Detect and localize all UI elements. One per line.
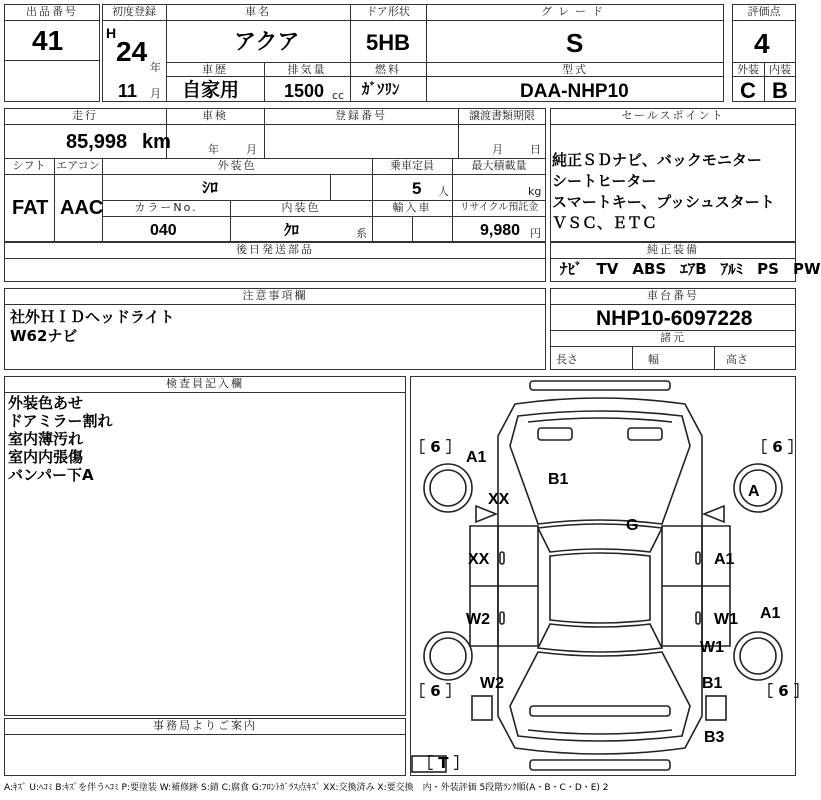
note-line: W62ナビ xyxy=(10,327,78,345)
capacity: 5 xyxy=(412,179,422,198)
damage-mark: G xyxy=(626,517,639,534)
details-box xyxy=(4,108,546,242)
equipment-list xyxy=(560,262,821,277)
color-no: 040 xyxy=(150,222,177,239)
first-reg-label: 初度登録 xyxy=(112,5,156,18)
damage-mark: W2 xyxy=(480,675,504,692)
door-type: 5HB xyxy=(366,30,411,55)
tire-rear-left: ［ 6 ］ xyxy=(410,682,461,700)
inspector-list xyxy=(8,394,113,484)
equipment-item: ﾅﾋﾞ xyxy=(560,260,583,278)
notes-list xyxy=(10,308,175,346)
equipment-label: 純正装備 xyxy=(647,243,699,256)
model: DAA-NHP10 xyxy=(520,81,629,102)
sales-point: スマートキー、プッシュスタート xyxy=(552,193,775,211)
damage-mark: B3 xyxy=(704,729,725,746)
score-label: 評価点 xyxy=(747,5,781,18)
inspector-line: 外装色あせ xyxy=(8,394,84,412)
sales-points-list xyxy=(552,150,775,234)
later-parts-label: 後日発送部品 xyxy=(236,243,314,256)
fuel: ｶﾞｿﾘﾝ xyxy=(362,80,400,98)
equipment-item: ｱﾙﾐ xyxy=(720,260,744,278)
int-color-label: 内装色 xyxy=(281,201,321,214)
car-outline xyxy=(410,376,796,776)
damage-mark: W2 xyxy=(466,611,490,628)
reg-no-label: 登録番号 xyxy=(335,109,387,122)
lot-no: 41 xyxy=(32,25,64,56)
mileage-unit: km xyxy=(142,131,171,153)
damage-mark: A xyxy=(748,483,760,500)
recycle-fee: 9,980 xyxy=(480,222,521,239)
damage-mark: A1 xyxy=(760,605,781,622)
inspector-line: バンパー下A xyxy=(8,466,94,484)
equipment-item: PS xyxy=(757,260,779,278)
equipment-item: PW xyxy=(792,260,821,278)
shift-label: シフト xyxy=(12,159,46,172)
note-line: 社外ＨＩＤヘッドライト xyxy=(10,308,175,326)
inspection-month-unit: 月 xyxy=(246,143,257,156)
displacement-label: 排気量 xyxy=(287,63,327,76)
equipment-item: ｴｱB xyxy=(680,260,707,278)
ac-label: エアコン xyxy=(56,159,100,172)
damage-mark: XX xyxy=(468,551,490,568)
inspector-label: 検査員記入欄 xyxy=(166,377,244,390)
interior-grade: B xyxy=(772,78,788,103)
mileage: 85,998 xyxy=(66,131,128,153)
transfer-day-unit: 日 xyxy=(530,143,541,156)
grade-label: グレード xyxy=(541,5,609,18)
year-unit: 年 xyxy=(150,61,161,74)
tire-front-right: ［ 6 ］ xyxy=(752,438,803,456)
damage-mark: XX xyxy=(488,491,510,508)
interior-label: 内装 xyxy=(769,63,791,76)
capacity-label: 乗車定員 xyxy=(390,159,434,172)
mileage-label: 走行 xyxy=(72,109,98,122)
history-label: 車歴 xyxy=(202,63,228,76)
shift: FAT xyxy=(12,197,49,219)
damage-mark: A1 xyxy=(714,551,735,568)
inspector-line: ドアミラー割れ xyxy=(8,412,113,430)
length-label: 長さ xyxy=(556,353,578,366)
tire-spare: ［ T ］ xyxy=(418,754,469,772)
equipment-item: TV xyxy=(596,260,619,278)
damage-mark: A1 xyxy=(466,449,487,466)
reg-year: 24 xyxy=(116,36,148,67)
transfer-label: 譲渡書類期限 xyxy=(469,109,535,122)
inspection-year-unit: 年 xyxy=(208,143,219,156)
history: 自家用 xyxy=(182,79,240,101)
color-no-label: カラーNo. xyxy=(134,201,198,214)
damage-mark: B1 xyxy=(548,471,569,488)
height-label: 高さ xyxy=(726,353,748,366)
chassis-label: 車台番号 xyxy=(647,289,699,302)
damage-mark: W1 xyxy=(700,639,724,656)
displacement: 1500 xyxy=(284,81,325,101)
color-label: 外装色 xyxy=(217,159,257,172)
tire-rear-right: ［ 6 ］ xyxy=(758,682,809,700)
capacity-unit: 人 xyxy=(438,185,449,198)
displacement-unit: cc xyxy=(332,89,345,102)
interior-color: ｸﾛ xyxy=(284,221,300,239)
inspector-line: 室内薄汚れ xyxy=(8,430,84,448)
exterior-color: ｼﾛ xyxy=(202,178,219,197)
max-load-label: 最大積載量 xyxy=(471,159,527,172)
damage-mark: B1 xyxy=(702,675,723,692)
chassis-number: NHP10-6097228 xyxy=(596,307,753,330)
reg-month: 11 xyxy=(118,81,138,101)
sales-point: ＶＳＣ、ＥＴＣ xyxy=(552,214,658,232)
grade: S xyxy=(566,28,584,58)
ac: AAC xyxy=(60,197,104,219)
car-name: アクア xyxy=(234,30,300,55)
transfer-month-unit: 月 xyxy=(492,143,503,156)
spec-label: 諸元 xyxy=(660,331,686,344)
max-load-unit: kg xyxy=(528,185,542,198)
equipment-item: ABS xyxy=(632,260,667,278)
car-name-label: 車名 xyxy=(245,5,271,18)
inspector-line: 室内内張傷 xyxy=(8,448,84,466)
model-label: 型式 xyxy=(562,63,588,76)
lot-no-label: 出品番号 xyxy=(26,5,78,18)
month-unit: 月 xyxy=(150,87,161,100)
recycle-label: リサイクル預託金 xyxy=(459,202,539,213)
sales-points-label: セールスポイント xyxy=(621,109,725,122)
import-label: 輸入車 xyxy=(392,201,432,214)
tire-front-left: ［ 6 ］ xyxy=(410,438,461,456)
sales-point: シートヒーター xyxy=(552,172,657,190)
score: 4 xyxy=(754,28,770,59)
inspection-label: 車検 xyxy=(202,109,228,122)
fuel-label: 燃料 xyxy=(375,63,401,76)
width-label: 幅 xyxy=(648,353,659,366)
damage-mark: W1 xyxy=(714,611,738,628)
exterior-label: 外装 xyxy=(737,63,759,76)
notes-label: 注意事項欄 xyxy=(242,289,308,302)
door-label: ドア形状 xyxy=(366,5,410,18)
era: H xyxy=(106,25,117,41)
office-label: 事務局よりご案内 xyxy=(153,719,257,732)
recycle-unit: 円 xyxy=(530,227,541,240)
exterior-grade: C xyxy=(740,78,756,103)
legend: A:ｷｽﾞ U:ﾍｺﾐ B:ｷｽﾞを伴うﾍｺﾐ P:要塗装 W:補修跡 S:錆 C:腐食 G:ﾌﾛﾝﾄｶﾞﾗｽ点ｷｽﾞ XX:交換済み X:要交換 内・外装評価 5段階ﾗﾝｸ順(A・B・C・D・E) 2 xyxy=(4,783,609,793)
int-color-unit: 系 xyxy=(356,227,367,240)
sales-point: 純正ＳＤナビ、バックモニター xyxy=(552,151,762,169)
